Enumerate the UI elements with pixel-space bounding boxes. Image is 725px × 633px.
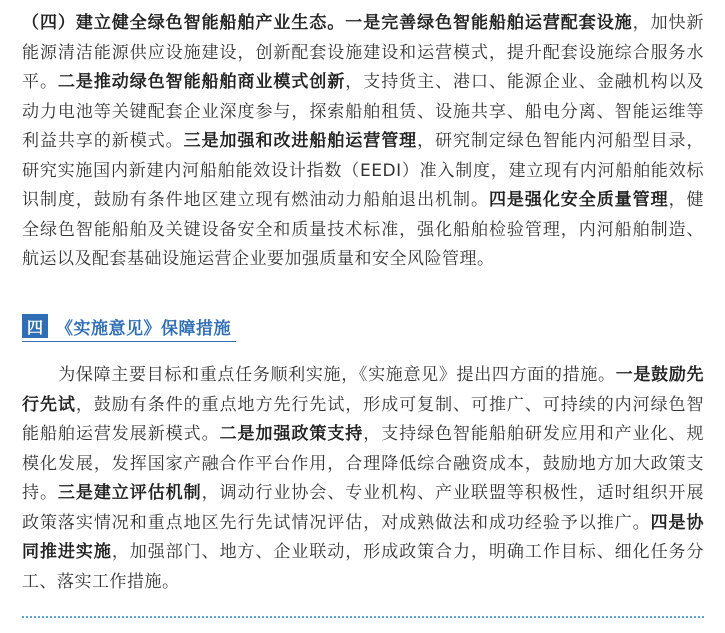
para1-point-4: 四是强化安全质量管理: [488, 190, 669, 210]
para1-text-1: ，加快新能源清洁能源供应设施建设，创新配套设施建设和运营模式，提升配套设施综合服务水平。: [22, 13, 705, 92]
paragraph-safeguards: [22, 361, 704, 597]
para1-text-4: ，健全绿色智能船舶及关键设备安全和质量技术标准，强化船舶检验管理，内河船舶制造、航运以及配套基础设施运营企业要加强质量和安全风险管理。: [22, 190, 705, 269]
para2-point-2: 二是加强政策支持: [219, 424, 364, 444]
section-underline: [22, 341, 236, 342]
section-header: [22, 312, 252, 340]
para1-heading: （四）建立健全绿色智能船舶产业生态。: [22, 13, 346, 33]
para1-point-2: 二是推动绿色智能船舶商业模式创新: [57, 72, 346, 92]
para2-text-1: ，鼓励有条件的重点地方先行先试，形成可复制、可推广、可持续的内河绿色智能船舶运营发展新模式。: [22, 394, 705, 444]
para2-point-3: 三是建立评估机制: [57, 483, 202, 503]
section-number-badge: 四: [22, 314, 48, 338]
section-title: 《实施意见》保障措施: [56, 318, 231, 339]
para2-text-2: ，支持绿色智能船舶研发应用和产业化、规模化发展，发挥国家产融合作平台作用，合理降低综合融资成本，鼓励地方加大政策支持。: [22, 424, 705, 503]
paragraph-ecosystem: [22, 9, 704, 275]
para2-text-3: ，调动行业协会、专业机构、产业联盟等积极性，适时组织开展政策落实情况和重点地区先行先试情况评估，对成熟做法和成功经验予以推广。: [22, 483, 705, 533]
dotted-divider: [22, 616, 704, 618]
para2-point-1: 一是鼓励先行先试: [22, 365, 705, 415]
para1-point-1: 一是完善绿色智能船舶运营配套设施: [345, 13, 633, 33]
para1-text-2: ，支持货主、港口、能源企业、金融机构以及动力电池等关键配套企业深度参与，探索船舶租赁、设施共享、船电分离、智能运维等利益共享的新模式。: [22, 72, 705, 151]
para2-text-4: ，加强部门、地方、企业联动，形成政策合力，明确工作目标、细化任务分工、落实工作措施。: [22, 542, 705, 592]
para2-point-4: 四是协同推进实施: [22, 512, 705, 562]
para1-text-3: ，研究制定绿色智能内河船型目录，研究实施国内新建内河船舶能效设计指数（EEDI）准入制度，建立现有内河船舶能效标识制度，鼓励有条件地区建立现有燃油动力船舶退出机制。: [22, 131, 705, 210]
para1-point-3: 三是加强和改进船舶运营管理: [183, 131, 418, 151]
para2-intro: 为保障主要目标和重点任务顺利实施，《实施意见》提出四方面的措施。: [58, 365, 616, 385]
